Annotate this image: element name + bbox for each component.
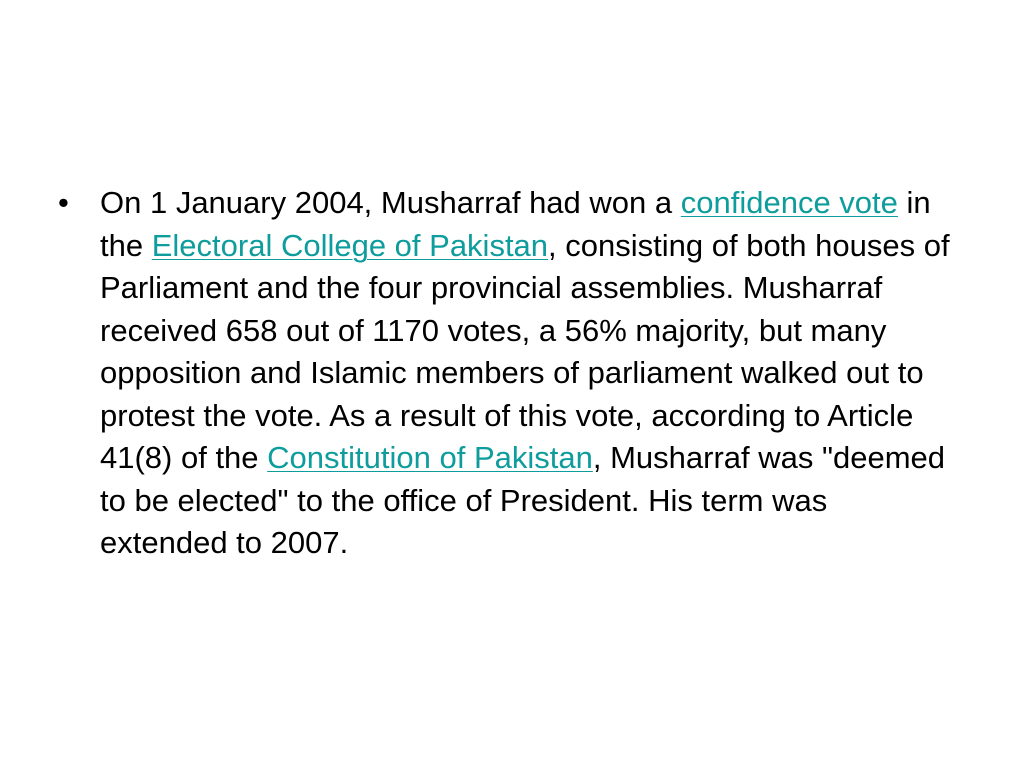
bullet-list [58,182,963,565]
confidence-vote-link[interactable]: confidence vote [680,185,898,220]
electoral-college-link[interactable]: Electoral College of Pakistan [151,227,549,263]
paragraph-text: , Musharraf was "deemed to be elected" to the office of President. His term was extended to 2007. [100,440,945,560]
bullet-item [58,182,963,565]
paragraph-text: , consisting of both houses of Parliament and the four provincial assemblies. Musharraf received 658 out of 1170 votes, a 56% majority, but many opposition and Islamic members of parliament walked out to protest the vote. As a result of this vote, according to Article 41(8) of the [100,227,950,475]
paragraph-text: in the [100,185,931,263]
constitution-link[interactable]: Constitution of Pakistan [267,440,593,475]
paragraph-text: On 1 January 2004, Musharraf had won a [100,185,681,220]
bullet-dot: • [58,185,69,220]
